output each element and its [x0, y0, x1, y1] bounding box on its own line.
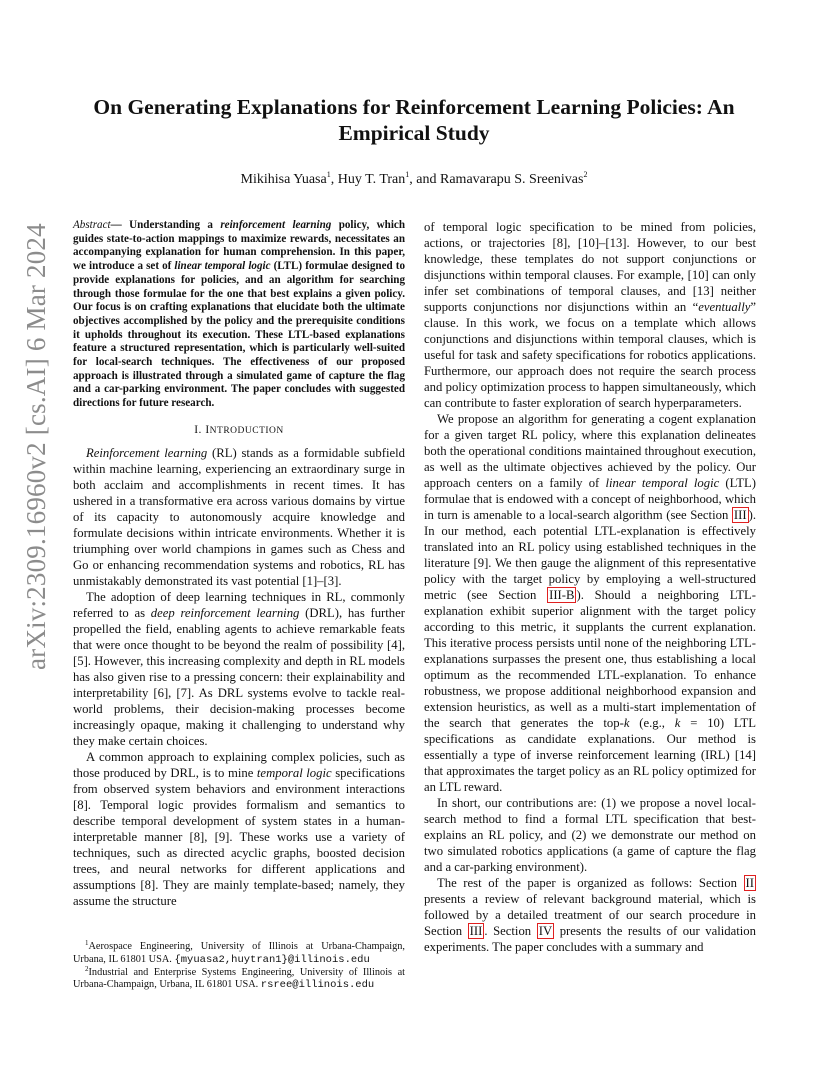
author-name: Mikihisa Yuasa — [240, 172, 327, 187]
intro-paragraph: The adoption of deep learning techniques in RL, commonly referred to as deep reinforcement learning (DRL), has further propelled the field, enabling agents to achieve remarkable feats that were once thought to be beyond the realm of possibility [4], [5]. However, this increasing complexity and depth in RL models has also given rise to a pressing concern: their explainability and interpretability [6], [7]. As DRL systems evolve to tackle real-world problems, their decision-making processes become increasingly opaque, making it challenging to understand why they make certain choices. — [73, 589, 405, 748]
section-heading-introduction: I. INTRODUCTION — [194, 423, 284, 436]
section-link[interactable]: III — [469, 924, 483, 938]
section-link[interactable]: IV — [538, 924, 553, 938]
section-link[interactable]: III — [733, 508, 747, 522]
abstract: Abstract— Understanding a reinforcement learning policy, which guides state-to-action mappings to maximize rewards, necessitates an accompanying explanation for human comprehension. In this paper, we introduce a set of linear temporal logic (LTL) formulae designed to provide explanations for policies, and an algorithm for searching through those formulae for the one that best explains a given policy. Our focus is on crafting explanations that elucidate both the ultimate objectives accomplished by the policy and the prerequisite conditions it upholds throughout its execution. These LTL-based explanations feature a structured representation, which is particularly well-suited for local-search techniques. The effectiveness of our proposed approach is illustrated through a simulated game of capture the flag and a car-parking environment. The paper concludes with suggested directions for future research. — [73, 219, 405, 410]
intro-paragraph: of temporal logic specification to be mined from policies, actions, or trajectories [8], [10]–[13]. However, to our best knowledge, these templates do not support conjunctions or disjunctions within temporal clauses. For example, [10] can only infer set combinations of temporal clauses, and [13] neither supports conjunctions nor disjunctions within an “eventually” clause. In this work, we focus on a template which allows conjunctions and disjunctions within temporal clauses, which is useful for task and safety specifications for robotics applications. Furthermore, our approach does not require the search process and policy optimization process to happen simultaneously, which can contribute to faster exploration of search hyperparameters. — [424, 220, 756, 410]
abstract-label: Abstract — [73, 219, 111, 231]
affiliation-mark: 1 — [405, 170, 410, 179]
intro-paragraph: Reinforcement learning (RL) stands as a formidable subfield within machine learning, experiencing an extraordinary surge in both acclaim and accomplishments in recent times. It has ushered in a transformative era across various domains by virtue of its capacity to autonomously acquire knowledge and formulate decisions within intricate environments. Whether it is triumphing over world champions in games such as Chess and Go or enhancing recommendation systems and robotics, RL has unmistakably demonstrated its vast potential [1]–[3]. — [73, 445, 405, 588]
intro-paragraph: The rest of the paper is organized as follows: Section II presents a review of relevant background material, which is followed by a detailed treatment of our search procedure in Section III . Section IV presents the results of our validation experiments. The paper concludes with a summary and — [424, 876, 756, 954]
right-column — [424, 219, 756, 955]
affiliation-mark: 1 — [326, 170, 331, 179]
email-address[interactable]: {myuasa2,huytran1}@illinois.edu — [174, 953, 370, 966]
footnotes — [73, 941, 405, 992]
section-link[interactable]: II — [745, 876, 754, 890]
left-column — [73, 219, 405, 909]
section-link[interactable]: III-B — [549, 588, 575, 602]
author-name: Ramavarapu S. Sreenivas — [440, 172, 584, 187]
intro-paragraph: We propose an algorithm for generating a cogent explanation for a given target RL policy, where this explanation delineates both the operational conditions maintained throughout execution, as well as the ultimate objectives achieved by the policy. Our approach centers on a family of linear temporal logic (LTL) formulae that is endowed with a concept of neighborhood, which in turn is amenable to a local-search algorithm (see Section III ). In our method, each potential LTL-explanation is effectively translated into an RL policy using established techniques in the literature [9]. We then gauge the alignment of this representative policy with the target policy by employing a well-structured metric (see Section III-B ). Should a neighboring LTL-explanation exhibit superior alignment with the target policy according to this metric, it supplants the current explanation. This iterative process persists until none of the neighboring LTL-explanations surpasses the present one, thus establishing a local optimum as the recommended LTL-explanation. To enhance robustness, we propose additional neighborhood expansion and extension heuristics, as well as a multi-start implementation of the search that generates the top-k (e.g., k = 10) LTL specifications as candidate explanations. Our method is essentially a type of inverse reinforcement learning (IRL) [14] that approximates the target policy as an RL policy optimized for an LTL reward. — [424, 412, 757, 794]
arxiv-identifier: arXiv:2309.16960v2 [cs.AI] 6 Mar 2024 — [21, 223, 51, 670]
footnote: $^2$Industrial and Enterprise Systems Engineering, University of Illinois at Urbana-Champaign, Urbana, IL 61801 USA. rsree@illinois.edu — [73, 964, 405, 992]
paper-title: On Generating Explanations for Reinforcement Learning Policies: An Empirical Study — [93, 95, 735, 145]
email-address[interactable]: rsree@illinois.edu — [260, 979, 375, 992]
intro-paragraph: A common approach to explaining complex policies, such as those produced by DRL, is to mine temporal logic specifications from observed system behaviors and environment interactions [8]. Temporal logic provides formalism and semantics to describe temporal development of system states in a human-interpretable manner [8], [9]. These works use a variety of techniques, such as directed acyclic graphs, boosted decision trees, and neural networks for different applications and assumptions [8]. They are mainly template-based; namely, they assume the structure — [73, 749, 405, 908]
intro-paragraph: In short, our contributions are: (1) we propose a novel local-search method to find a formal LTL specification that best-explains an RL policy, and (2) we demonstrate our method on two simulated robotics applications (a game of capture the flag and a car-parking environment). — [424, 796, 756, 874]
affiliation-mark: 2 — [583, 170, 588, 179]
footnote: $^1$Aerospace Engineering, University of Illinois at Urbana-Champaign, Urbana, IL 61801 USA. {myuasa2,huytran1}@illinois.edu — [73, 939, 405, 966]
author-list: Mikihisa Yuasa$^1$, Huy T. Tran$^1$, and Ramavarapu S. Sreenivas$^2$ — [240, 170, 588, 187]
author-name: Huy T. Tran — [337, 172, 406, 187]
